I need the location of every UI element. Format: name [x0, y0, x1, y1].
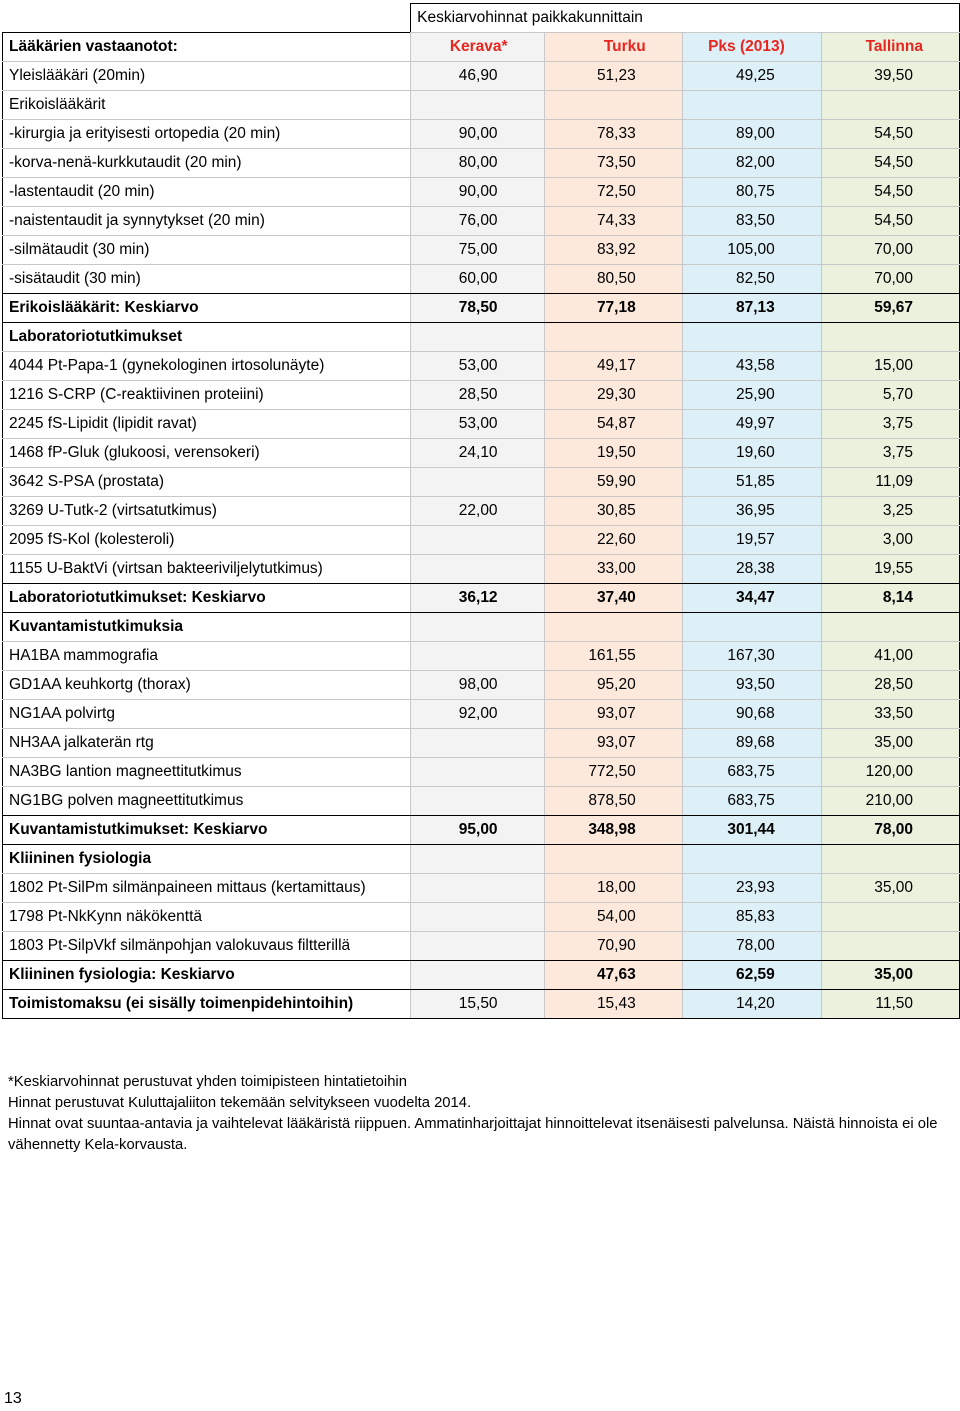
row-label: Kliininen fysiologia: Keskiarvo	[3, 961, 411, 990]
table-row	[3, 265, 960, 294]
table-row	[3, 497, 960, 526]
cell-col-1	[411, 845, 544, 874]
row-label: 1802 Pt-SilPm silmänpaineen mittaus (kertamittaus)	[3, 874, 411, 903]
cell-col-1	[411, 642, 544, 671]
page-number: 13	[4, 1390, 22, 1407]
cell-col-4: 70,00	[821, 265, 959, 294]
cell-col-1: 92,00	[411, 700, 544, 729]
row-label: 3642 S-PSA (prostata)	[3, 468, 411, 497]
cell-col-3: 19,57	[682, 526, 821, 555]
header-label: Lääkärien vastaanotot:	[3, 33, 411, 62]
cell-col-3: 82,00	[682, 149, 821, 178]
cell-col-1	[411, 758, 544, 787]
cell-col-3: 683,75	[682, 758, 821, 787]
cell-col-1	[411, 961, 544, 990]
row-label: 3269 U-Tutk-2 (virtsatutkimus)	[3, 497, 411, 526]
cell-col-3	[682, 323, 821, 352]
cell-col-1	[411, 468, 544, 497]
row-label: Erikoislääkärit: Keskiarvo	[3, 294, 411, 323]
cell-col-3: 83,50	[682, 207, 821, 236]
cell-col-2: 22,60	[544, 526, 682, 555]
table-row	[3, 700, 960, 729]
cell-col-1: 80,00	[411, 149, 544, 178]
table-title-row	[3, 4, 960, 33]
cell-col-4: 5,70	[821, 381, 959, 410]
cell-col-1: 60,00	[411, 265, 544, 294]
table-row	[3, 207, 960, 236]
cell-col-2: 772,50	[544, 758, 682, 787]
table-row	[3, 439, 960, 468]
table-row	[3, 787, 960, 816]
cell-col-2: 80,50	[544, 265, 682, 294]
cell-col-3: 105,00	[682, 236, 821, 265]
table-row	[3, 294, 960, 323]
cell-col-4: 70,00	[821, 236, 959, 265]
cell-col-2: 72,50	[544, 178, 682, 207]
cell-col-1: 22,00	[411, 497, 544, 526]
cell-col-4: 3,75	[821, 439, 959, 468]
cell-col-1: 46,90	[411, 62, 544, 91]
footnotes	[8, 1072, 953, 1156]
cell-col-1	[411, 729, 544, 758]
cell-col-4: 35,00	[821, 961, 959, 990]
cell-col-4: 19,55	[821, 555, 959, 584]
cell-col-1: 98,00	[411, 671, 544, 700]
table-row	[3, 613, 960, 642]
table-row	[3, 178, 960, 207]
cell-col-4: 35,00	[821, 874, 959, 903]
row-label: -sisätaudit (30 min)	[3, 265, 411, 294]
cell-col-3: 36,95	[682, 497, 821, 526]
row-label: 4044 Pt-Papa-1 (gynekologinen irtosolunäyte)	[3, 352, 411, 381]
cell-col-4: 33,50	[821, 700, 959, 729]
table-row	[3, 410, 960, 439]
cell-col-3: 43,58	[682, 352, 821, 381]
row-label: 2245 fS-Lipidit (lipidit ravat)	[3, 410, 411, 439]
table-row	[3, 874, 960, 903]
table-row	[3, 903, 960, 932]
cell-col-1: 90,00	[411, 178, 544, 207]
table-row	[3, 932, 960, 961]
cell-col-4	[821, 932, 959, 961]
cell-col-1	[411, 323, 544, 352]
column-header-1: Kerava*	[411, 33, 544, 62]
cell-col-4: 41,00	[821, 642, 959, 671]
cell-col-4	[821, 91, 959, 120]
cell-col-1	[411, 932, 544, 961]
cell-col-1: 53,00	[411, 410, 544, 439]
cell-col-3: 28,38	[682, 555, 821, 584]
footnote-2: Hinnat perustuvat Kuluttajaliiton tekemään selvitykseen vuodelta 2014.	[8, 1095, 472, 1111]
row-label: HA1BA mammografia	[3, 642, 411, 671]
cell-col-4: 11,09	[821, 468, 959, 497]
cell-col-2	[544, 613, 682, 642]
cell-col-3: 49,97	[682, 410, 821, 439]
cell-col-4	[821, 323, 959, 352]
cell-col-4: 78,00	[821, 816, 959, 845]
row-label: GD1AA keuhkortg (thorax)	[3, 671, 411, 700]
cell-col-3: 683,75	[682, 787, 821, 816]
table-row	[3, 120, 960, 149]
table-row	[3, 62, 960, 91]
cell-col-3	[682, 91, 821, 120]
row-label: Erikoislääkärit	[3, 91, 411, 120]
row-label: 1803 Pt-SilpVkf silmänpohjan valokuvaus filtterillä	[3, 932, 411, 961]
cell-col-2: 59,90	[544, 468, 682, 497]
cell-col-4: 54,50	[821, 178, 959, 207]
column-header-3: Pks (2013)	[682, 33, 821, 62]
cell-col-2	[544, 323, 682, 352]
cell-col-3: 19,60	[682, 439, 821, 468]
table-row	[3, 990, 960, 1019]
table-row	[3, 642, 960, 671]
table-row	[3, 584, 960, 613]
cell-col-4: 8,14	[821, 584, 959, 613]
cell-col-4: 15,00	[821, 352, 959, 381]
table-row	[3, 381, 960, 410]
cell-col-2: 878,50	[544, 787, 682, 816]
cell-col-3: 89,00	[682, 120, 821, 149]
row-label: -naistentaudit ja synnytykset (20 min)	[3, 207, 411, 236]
row-label: Laboratoriotutkimukset: Keskiarvo	[3, 584, 411, 613]
row-label: Kuvantamistutkimuksia	[3, 613, 411, 642]
cell-col-4: 54,50	[821, 149, 959, 178]
cell-col-1	[411, 555, 544, 584]
row-label: 1798 Pt-NkKynn näkökenttä	[3, 903, 411, 932]
cell-col-2: 348,98	[544, 816, 682, 845]
row-label: NG1BG polven magneettitutkimus	[3, 787, 411, 816]
row-label: -kirurgia ja erityisesti ortopedia (20 min)	[3, 120, 411, 149]
row-label: -lastentaudit (20 min)	[3, 178, 411, 207]
cell-col-4	[821, 845, 959, 874]
cell-col-4: 28,50	[821, 671, 959, 700]
cell-col-1: 24,10	[411, 439, 544, 468]
row-label: NG1AA polvirtg	[3, 700, 411, 729]
row-label: NA3BG lantion magneettitutkimus	[3, 758, 411, 787]
cell-col-1: 95,00	[411, 816, 544, 845]
cell-col-3: 82,50	[682, 265, 821, 294]
title-spacer	[3, 4, 411, 33]
price-table	[2, 3, 960, 1019]
table-row	[3, 468, 960, 497]
cell-col-2: 15,43	[544, 990, 682, 1019]
cell-col-3: 90,68	[682, 700, 821, 729]
table-row	[3, 758, 960, 787]
row-label: Kuvantamistutkimukset: Keskiarvo	[3, 816, 411, 845]
cell-col-3: 25,90	[682, 381, 821, 410]
cell-col-2: 95,20	[544, 671, 682, 700]
cell-col-2	[544, 91, 682, 120]
table-row	[3, 352, 960, 381]
row-label: 1155 U-BaktVi (virtsan bakteeriviljelytutkimus)	[3, 555, 411, 584]
cell-col-1: 90,00	[411, 120, 544, 149]
cell-col-4: 39,50	[821, 62, 959, 91]
footnote-3: Hinnat ovat suuntaa-antavia ja vaihtelevat lääkäristä riippuen. Ammatinharjoittajat hinnoittelevat itsenäisesti palvelunsa. Näistä hinnoista ei ole vähennetty Kela-korvausta.	[8, 1116, 938, 1153]
cell-col-4: 3,25	[821, 497, 959, 526]
cell-col-3: 80,75	[682, 178, 821, 207]
footnote-1: *Keskiarvohinnat perustuvat yhden toimipisteen hintatietoihin	[8, 1074, 407, 1090]
cell-col-2: 37,40	[544, 584, 682, 613]
cell-col-3: 51,85	[682, 468, 821, 497]
cell-col-1: 76,00	[411, 207, 544, 236]
row-label: 1216 S-CRP (C-reaktiivinen proteiini)	[3, 381, 411, 410]
cell-col-3: 34,47	[682, 584, 821, 613]
table-row	[3, 526, 960, 555]
row-label: Yleislääkäri (20min)	[3, 62, 411, 91]
cell-col-2: 77,18	[544, 294, 682, 323]
table-row	[3, 729, 960, 758]
cell-col-4	[821, 613, 959, 642]
cell-col-2: 30,85	[544, 497, 682, 526]
cell-col-4: 3,00	[821, 526, 959, 555]
table-row	[3, 961, 960, 990]
table-header-row	[3, 33, 960, 62]
column-header-4: Tallinna	[821, 33, 959, 62]
row-label: Toimistomaksu (ei sisälly toimenpidehintoihin)	[3, 990, 411, 1019]
cell-col-3: 89,68	[682, 729, 821, 758]
cell-col-4: 3,75	[821, 410, 959, 439]
cell-col-3: 85,83	[682, 903, 821, 932]
cell-col-4	[821, 903, 959, 932]
cell-col-4: 210,00	[821, 787, 959, 816]
table-row	[3, 671, 960, 700]
cell-col-2: 33,00	[544, 555, 682, 584]
row-label: Kliininen fysiologia	[3, 845, 411, 874]
table-row	[3, 236, 960, 265]
cell-col-4: 54,50	[821, 120, 959, 149]
cell-col-4: 120,00	[821, 758, 959, 787]
cell-col-1	[411, 874, 544, 903]
cell-col-3: 49,25	[682, 62, 821, 91]
cell-col-2: 51,23	[544, 62, 682, 91]
cell-col-2: 73,50	[544, 149, 682, 178]
row-label: -silmätaudit (30 min)	[3, 236, 411, 265]
table-row	[3, 816, 960, 845]
cell-col-4: 54,50	[821, 207, 959, 236]
cell-col-2: 49,17	[544, 352, 682, 381]
cell-col-2: 78,33	[544, 120, 682, 149]
cell-col-3: 167,30	[682, 642, 821, 671]
cell-col-2: 54,00	[544, 903, 682, 932]
cell-col-1: 15,50	[411, 990, 544, 1019]
table-title: Keskiarvohinnat paikkakunnittain	[411, 4, 960, 33]
cell-col-1	[411, 526, 544, 555]
row-label: Laboratoriotutkimukset	[3, 323, 411, 352]
cell-col-1: 75,00	[411, 236, 544, 265]
row-label: -korva-nenä-kurkkutaudit (20 min)	[3, 149, 411, 178]
cell-col-3	[682, 613, 821, 642]
cell-col-1: 28,50	[411, 381, 544, 410]
cell-col-3: 301,44	[682, 816, 821, 845]
cell-col-2: 161,55	[544, 642, 682, 671]
cell-col-1: 36,12	[411, 584, 544, 613]
cell-col-1: 53,00	[411, 352, 544, 381]
cell-col-3	[682, 845, 821, 874]
cell-col-4: 59,67	[821, 294, 959, 323]
cell-col-1	[411, 903, 544, 932]
row-label: 2095 fS-Kol (kolesteroli)	[3, 526, 411, 555]
table-row	[3, 91, 960, 120]
cell-col-2	[544, 845, 682, 874]
cell-col-3: 87,13	[682, 294, 821, 323]
table-row	[3, 555, 960, 584]
cell-col-1	[411, 613, 544, 642]
cell-col-4: 35,00	[821, 729, 959, 758]
cell-col-4: 11,50	[821, 990, 959, 1019]
cell-col-2: 18,00	[544, 874, 682, 903]
cell-col-2: 70,90	[544, 932, 682, 961]
table-row	[3, 323, 960, 352]
cell-col-2: 29,30	[544, 381, 682, 410]
cell-col-3: 23,93	[682, 874, 821, 903]
cell-col-2: 54,87	[544, 410, 682, 439]
cell-col-2: 83,92	[544, 236, 682, 265]
cell-col-3: 14,20	[682, 990, 821, 1019]
cell-col-3: 93,50	[682, 671, 821, 700]
cell-col-1	[411, 91, 544, 120]
cell-col-1: 78,50	[411, 294, 544, 323]
cell-col-2: 74,33	[544, 207, 682, 236]
cell-col-1	[411, 787, 544, 816]
cell-col-3: 62,59	[682, 961, 821, 990]
table-row	[3, 845, 960, 874]
cell-col-2: 19,50	[544, 439, 682, 468]
cell-col-2: 47,63	[544, 961, 682, 990]
table-row	[3, 149, 960, 178]
cell-col-2: 93,07	[544, 729, 682, 758]
cell-col-3: 78,00	[682, 932, 821, 961]
row-label: 1468 fP-Gluk (glukoosi, verensokeri)	[3, 439, 411, 468]
row-label: NH3AA jalkaterän rtg	[3, 729, 411, 758]
cell-col-2: 93,07	[544, 700, 682, 729]
column-header-2: Turku	[544, 33, 682, 62]
